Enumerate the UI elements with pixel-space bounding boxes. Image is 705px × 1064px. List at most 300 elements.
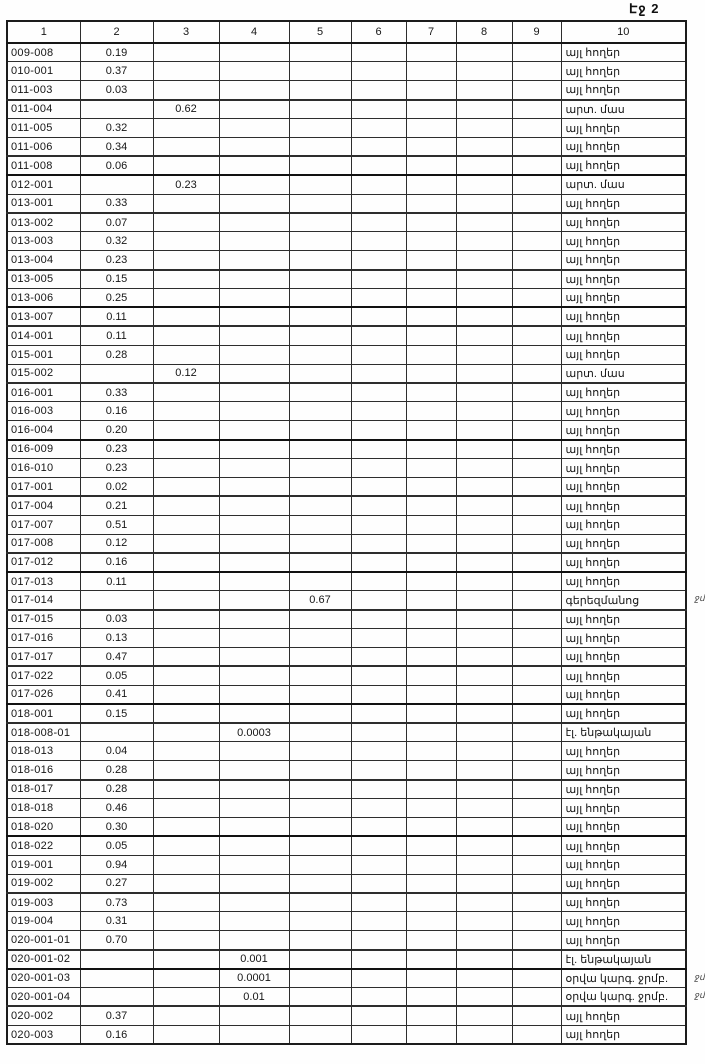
value-cell [406, 459, 456, 478]
value-cell [289, 780, 351, 799]
land-type-cell: այլ հողեր [561, 629, 686, 648]
land-type-cell: այլ հողեր [561, 799, 686, 818]
parcel-code-cell: 018-008-01 [7, 723, 80, 742]
value-cell [406, 799, 456, 818]
land-type-cell: այլ հողեր [561, 477, 686, 496]
value-cell: 0.06 [80, 156, 153, 175]
value-cell [406, 307, 456, 326]
value-cell [219, 629, 289, 648]
value-cell [512, 855, 561, 874]
value-cell [512, 421, 561, 440]
value-cell [351, 119, 406, 138]
value-cell [153, 477, 219, 496]
value-cell [456, 270, 512, 289]
parcel-code-cell: 017-008 [7, 534, 80, 553]
land-type-cell: այլ հողեր [561, 251, 686, 270]
table-row [7, 43, 686, 62]
value-cell [153, 251, 219, 270]
table-row [7, 1025, 686, 1044]
value-cell: 0.05 [80, 666, 153, 685]
value-cell [289, 666, 351, 685]
value-cell: 0.001 [219, 950, 289, 969]
value-cell [512, 723, 561, 742]
value-cell [289, 761, 351, 780]
value-cell: 0.11 [80, 572, 153, 591]
column-header-3: 3 [153, 21, 219, 43]
value-cell [219, 553, 289, 572]
value-cell [406, 912, 456, 931]
value-cell [456, 119, 512, 138]
value-cell [351, 232, 406, 251]
value-cell: 0.23 [80, 459, 153, 478]
table-row [7, 477, 686, 496]
value-cell [351, 402, 406, 421]
value-cell [456, 836, 512, 855]
land-type-cell: էլ. ենթակայան [561, 950, 686, 969]
value-cell [153, 43, 219, 62]
value-cell [406, 534, 456, 553]
value-cell [289, 270, 351, 289]
value-cell [512, 496, 561, 515]
value-cell [219, 477, 289, 496]
value-cell [406, 289, 456, 308]
value-cell [153, 534, 219, 553]
value-cell [456, 874, 512, 893]
value-cell: 0.13 [80, 629, 153, 648]
value-cell [406, 100, 456, 119]
value-cell [456, 194, 512, 213]
table-row [7, 534, 686, 553]
value-cell [512, 988, 561, 1007]
parcel-code-cell: 013-003 [7, 232, 80, 251]
value-cell [219, 591, 289, 610]
value-cell [456, 383, 512, 402]
value-cell [351, 213, 406, 232]
value-cell [351, 704, 406, 723]
value-cell [456, 251, 512, 270]
table-row [7, 988, 686, 1007]
value-cell: 0.15 [80, 270, 153, 289]
table-row [7, 893, 686, 912]
land-type-cell: այլ հողեր [561, 742, 686, 761]
value-cell [456, 534, 512, 553]
value-cell: 0.16 [80, 1025, 153, 1044]
value-cell [406, 364, 456, 383]
value-cell: 0.16 [80, 402, 153, 421]
value-cell [512, 553, 561, 572]
land-type-cell: այլ հողեր [561, 1006, 686, 1025]
value-cell [456, 232, 512, 251]
value-cell [153, 459, 219, 478]
value-cell [289, 156, 351, 175]
value-cell [456, 156, 512, 175]
value-cell [456, 685, 512, 704]
table-row [7, 421, 686, 440]
value-cell [406, 421, 456, 440]
value-cell [351, 988, 406, 1007]
value-cell [351, 648, 406, 667]
parcel-code-cell: 018-018 [7, 799, 80, 818]
value-cell [351, 326, 406, 345]
land-type-cell: այլ հողեր [561, 289, 686, 308]
value-cell [289, 326, 351, 345]
value-cell [289, 629, 351, 648]
value-cell [219, 704, 289, 723]
table-row [7, 496, 686, 515]
value-cell: 0.62 [153, 100, 219, 119]
value-cell [153, 307, 219, 326]
value-cell [80, 950, 153, 969]
value-cell [289, 477, 351, 496]
parcel-code-cell: 011-005 [7, 119, 80, 138]
table-row [7, 629, 686, 648]
value-cell [406, 704, 456, 723]
land-type-cell: այլ հողեր [561, 931, 686, 950]
land-type-cell: այլ հողեր [561, 534, 686, 553]
value-cell [219, 213, 289, 232]
land-type-cell: այլ հողեր [561, 194, 686, 213]
table-row [7, 270, 686, 289]
value-cell [512, 175, 561, 194]
table-row [7, 119, 686, 138]
value-cell [406, 1025, 456, 1044]
parcel-code-cell: 013-007 [7, 307, 80, 326]
value-cell [219, 874, 289, 893]
value-cell [153, 402, 219, 421]
value-cell: 0.03 [80, 81, 153, 100]
value-cell [153, 194, 219, 213]
parcel-code-cell: 019-004 [7, 912, 80, 931]
value-cell [351, 685, 406, 704]
table-row [7, 383, 686, 402]
value-cell [512, 534, 561, 553]
value-cell [351, 950, 406, 969]
parcel-code-cell: 012-001 [7, 175, 80, 194]
value-cell [153, 704, 219, 723]
value-cell [153, 912, 219, 931]
value-cell [406, 818, 456, 837]
value-cell: 0.32 [80, 119, 153, 138]
land-type-cell: այլ հողեր [561, 515, 686, 534]
value-cell [351, 629, 406, 648]
table-row [7, 950, 686, 969]
land-type-cell: այլ հողեր [561, 496, 686, 515]
value-cell [512, 156, 561, 175]
value-cell [219, 289, 289, 308]
value-cell [289, 175, 351, 194]
value-cell [456, 912, 512, 931]
table-row [7, 459, 686, 478]
value-cell [153, 289, 219, 308]
table-row [7, 402, 686, 421]
land-type-cell: այլ հողեր [561, 402, 686, 421]
value-cell [289, 81, 351, 100]
value-cell: 0.33 [80, 194, 153, 213]
value-cell [153, 988, 219, 1007]
value-cell [219, 1025, 289, 1044]
value-cell [80, 591, 153, 610]
value-cell [219, 818, 289, 837]
value-cell [153, 648, 219, 667]
value-cell [219, 572, 289, 591]
table-row [7, 156, 686, 175]
value-cell: 0.23 [80, 251, 153, 270]
table-row [7, 685, 686, 704]
table-row [7, 780, 686, 799]
value-cell [512, 572, 561, 591]
land-type-cell: այլ հողեր [561, 893, 686, 912]
value-cell [351, 893, 406, 912]
value-cell [219, 610, 289, 629]
value-cell [406, 137, 456, 156]
value-cell [512, 402, 561, 421]
value-cell [289, 440, 351, 459]
parcel-code-cell: 016-004 [7, 421, 80, 440]
value-cell [512, 62, 561, 81]
value-cell [512, 931, 561, 950]
value-cell [289, 553, 351, 572]
land-type-cell: արտ. մաս [561, 100, 686, 119]
value-cell: 0.34 [80, 137, 153, 156]
value-cell [512, 213, 561, 232]
value-cell [289, 213, 351, 232]
land-type-cell: այլ հողեր [561, 912, 686, 931]
value-cell [219, 62, 289, 81]
value-cell [289, 459, 351, 478]
value-cell [153, 950, 219, 969]
value-cell: 0.01 [219, 988, 289, 1007]
value-cell [219, 534, 289, 553]
value-cell [406, 685, 456, 704]
value-cell [289, 515, 351, 534]
value-cell [406, 572, 456, 591]
value-cell [153, 326, 219, 345]
value-cell [512, 818, 561, 837]
value-cell [351, 194, 406, 213]
value-cell [512, 326, 561, 345]
value-cell [351, 421, 406, 440]
value-cell [219, 648, 289, 667]
value-cell [153, 1006, 219, 1025]
table-row [7, 648, 686, 667]
parcel-code-cell: 016-003 [7, 402, 80, 421]
value-cell [456, 553, 512, 572]
handwritten-margin-note: ջմ [694, 593, 705, 604]
value-cell [512, 780, 561, 799]
value-cell [406, 874, 456, 893]
value-cell [512, 345, 561, 364]
parcel-code-cell: 018-016 [7, 761, 80, 780]
parcel-code-cell: 010-001 [7, 62, 80, 81]
parcel-code-cell: 013-005 [7, 270, 80, 289]
value-cell [512, 119, 561, 138]
value-cell [512, 950, 561, 969]
value-cell: 0.12 [153, 364, 219, 383]
land-type-cell: այլ հողեր [561, 213, 686, 232]
parcel-code-cell: 019-002 [7, 874, 80, 893]
value-cell [289, 950, 351, 969]
land-type-cell: այլ հողեր [561, 345, 686, 364]
value-cell [456, 137, 512, 156]
value-cell: 0.21 [80, 496, 153, 515]
parcel-code-cell: 009-008 [7, 43, 80, 62]
table-row [7, 137, 686, 156]
value-cell [289, 855, 351, 874]
value-cell [219, 761, 289, 780]
value-cell [406, 969, 456, 988]
value-cell: 0.94 [80, 855, 153, 874]
value-cell [153, 553, 219, 572]
value-cell [456, 515, 512, 534]
value-cell [512, 1006, 561, 1025]
value-cell [351, 477, 406, 496]
land-type-cell: այլ հողեր [561, 307, 686, 326]
value-cell [406, 666, 456, 685]
value-cell [153, 591, 219, 610]
value-cell [512, 364, 561, 383]
value-cell: 0.73 [80, 893, 153, 912]
table-row [7, 553, 686, 572]
table-row [7, 874, 686, 893]
value-cell [289, 383, 351, 402]
value-cell [512, 629, 561, 648]
value-cell [456, 213, 512, 232]
table-row [7, 931, 686, 950]
value-cell [351, 912, 406, 931]
value-cell: 0.0001 [219, 969, 289, 988]
value-cell [456, 988, 512, 1007]
value-cell: 0.33 [80, 383, 153, 402]
value-cell: 0.37 [80, 1006, 153, 1025]
parcel-code-cell: 015-002 [7, 364, 80, 383]
value-cell [456, 723, 512, 742]
value-cell [219, 194, 289, 213]
value-cell [289, 194, 351, 213]
value-cell: 0.51 [80, 515, 153, 534]
land-type-cell: գերեզմանոց ջմ [561, 591, 686, 610]
land-type-cell: այլ հողեր [561, 855, 686, 874]
value-cell: 0.07 [80, 213, 153, 232]
value-cell: 0.12 [80, 534, 153, 553]
value-cell [456, 610, 512, 629]
value-cell [351, 553, 406, 572]
table-row [7, 345, 686, 364]
land-type-cell: այլ հողեր [561, 648, 686, 667]
value-cell [456, 459, 512, 478]
land-type-cell: այլ հողեր [561, 761, 686, 780]
value-cell [289, 572, 351, 591]
value-cell [512, 289, 561, 308]
value-cell [351, 591, 406, 610]
value-cell [219, 459, 289, 478]
parcel-code-cell: 017-007 [7, 515, 80, 534]
parcel-code-cell: 020-001-02 [7, 950, 80, 969]
value-cell [153, 931, 219, 950]
parcel-code-cell: 018-017 [7, 780, 80, 799]
value-cell [406, 194, 456, 213]
value-cell: 0.02 [80, 477, 153, 496]
value-cell [153, 119, 219, 138]
land-type-cell: այլ հողեր [561, 383, 686, 402]
value-cell [512, 666, 561, 685]
value-cell [456, 742, 512, 761]
value-cell [456, 780, 512, 799]
value-cell: 0.46 [80, 799, 153, 818]
land-type-cell: այլ հողեր [561, 818, 686, 837]
value-cell [456, 629, 512, 648]
value-cell [456, 307, 512, 326]
value-cell [219, 1006, 289, 1025]
value-cell [219, 326, 289, 345]
value-cell [512, 43, 561, 62]
value-cell [406, 610, 456, 629]
value-cell [512, 704, 561, 723]
value-cell [406, 515, 456, 534]
value-cell [351, 383, 406, 402]
value-cell [512, 610, 561, 629]
value-cell [351, 459, 406, 478]
value-cell: 0.25 [80, 289, 153, 308]
value-cell [351, 836, 406, 855]
parcel-code-cell: 017-015 [7, 610, 80, 629]
value-cell [219, 496, 289, 515]
value-cell [406, 81, 456, 100]
value-cell: 0.41 [80, 685, 153, 704]
value-cell [406, 742, 456, 761]
value-cell [512, 591, 561, 610]
value-cell [456, 345, 512, 364]
value-cell [351, 515, 406, 534]
value-cell [456, 799, 512, 818]
value-cell [406, 440, 456, 459]
value-cell [289, 648, 351, 667]
value-cell: 0.67 [289, 591, 351, 610]
parcel-code-cell: 017-026 [7, 685, 80, 704]
table-row [7, 213, 686, 232]
value-cell [219, 742, 289, 761]
value-cell [456, 100, 512, 119]
value-cell [406, 251, 456, 270]
land-type-cell: այլ հողեր [561, 119, 686, 138]
table-row [7, 666, 686, 685]
value-cell: 0.16 [80, 553, 153, 572]
value-cell [289, 534, 351, 553]
value-cell [456, 175, 512, 194]
land-type-cell: այլ հողեր [561, 156, 686, 175]
value-cell [219, 81, 289, 100]
value-cell [219, 780, 289, 799]
value-cell [289, 1006, 351, 1025]
land-type-cell: էլ. ենթակայան [561, 723, 686, 742]
value-cell [456, 704, 512, 723]
value-cell [80, 988, 153, 1007]
handwritten-margin-note: ջմ [694, 971, 705, 982]
table-row [7, 591, 686, 610]
value-cell [351, 289, 406, 308]
value-cell [456, 62, 512, 81]
value-cell [456, 421, 512, 440]
land-type-cell: այլ հողեր [561, 62, 686, 81]
value-cell [406, 723, 456, 742]
value-cell [351, 81, 406, 100]
value-cell: 0.28 [80, 780, 153, 799]
land-type-cell: այլ հողեր [561, 43, 686, 62]
value-cell [219, 402, 289, 421]
value-cell [406, 553, 456, 572]
value-cell [512, 969, 561, 988]
value-cell [153, 874, 219, 893]
column-header-1: 1 [7, 21, 80, 43]
